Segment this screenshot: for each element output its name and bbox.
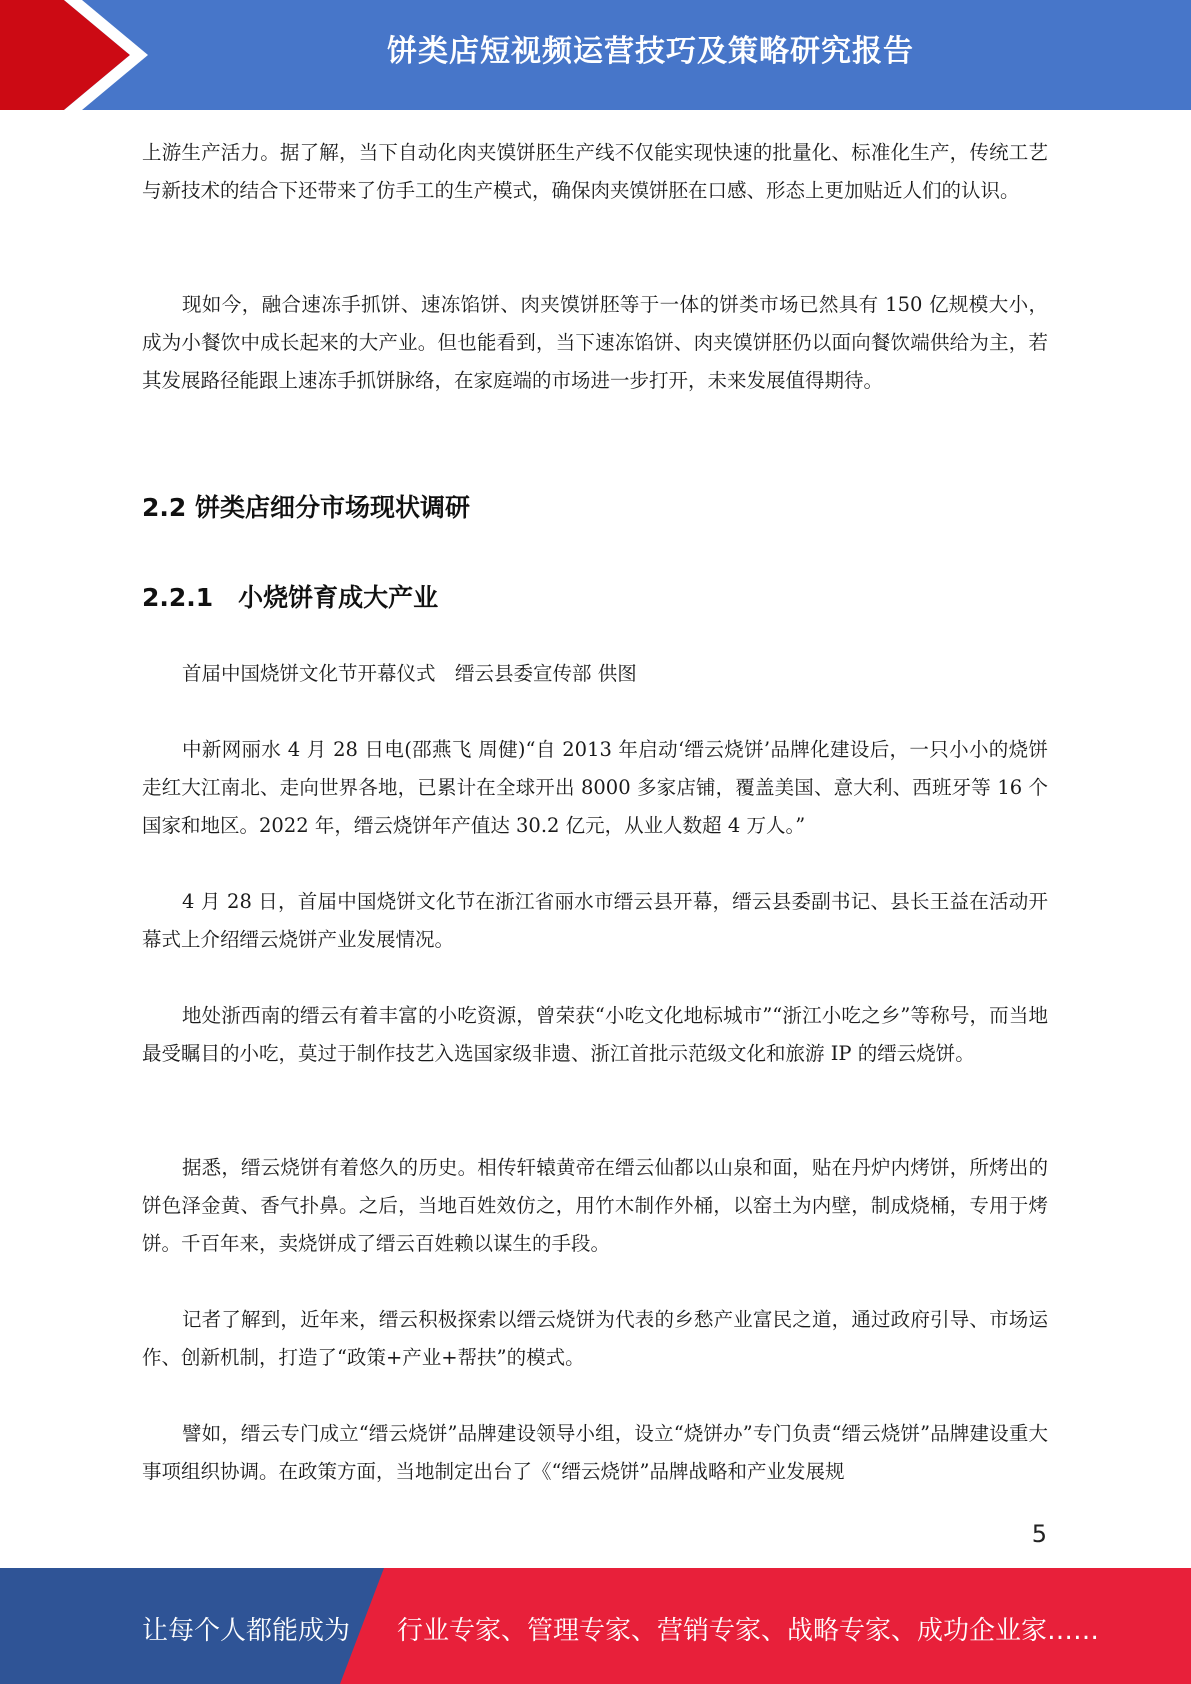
paragraph-block <box>142 1149 1048 1263</box>
paragraph-block <box>142 731 1048 845</box>
paragraph-continued <box>142 134 1048 210</box>
page-footer <box>0 1568 1191 1684</box>
paragraph: 譬如，缙云专门成立“缙云烧饼”品牌建设领导小组，设立“烧饼办”专门负责“缙云烧饼”品牌建设重大事项组织协调。在政策方面，当地制定出台了《“缙云烧饼”品牌战略和产业发展规 <box>142 1422 1048 1483</box>
paragraph: 中新网丽水 4 月 28 日电(邵燕飞 周健)“自 2013 年启动‘缙云烧饼’品牌化建设后，一只小小的烧饼走红大江南北、走向世界各地，已累计在全球开出 8000 多家店铺，覆盖美国、意大利、西班牙等 16 个国家和地区。2022 年，缙云烧饼年产值达 30.2 亿元，从业人数超 4 万人。” <box>142 738 1048 837</box>
paragraph: 记者了解到，近年来，缙云积极探索以缙云烧饼为代表的乡愁产业富民之道，通过政府引导、市场运作、创新机制，打造了“政策+产业+帮扶”的模式。 <box>142 1308 1048 1369</box>
paragraph: 地处浙西南的缙云有着丰富的小吃资源，曾荣获“小吃文化地标城市”“浙江小吃之乡”等称号，而当地最受瞩目的小吃，莫过于制作技艺入选国家级非遗、浙江首批示范级文化和旅游 IP 的缙云烧饼。 <box>142 1004 1048 1065</box>
paragraph: 4 月 28 日，首届中国烧饼文化节在浙江省丽水市缙云县开幕，缙云县委副书记、县长王益在活动开幕式上介绍缙云烧饼产业发展情况。 <box>142 890 1048 951</box>
paragraph: 上游生产活力。据了解，当下自动化肉夹馍饼胚生产线不仅能实现快速的批量化、标准化生产，传统工艺与新技术的结合下还带来了仿手工的生产模式，确保肉夹馍饼胚在口感、形态上更加贴近人们的认识。 <box>142 141 1048 202</box>
paragraph-block <box>142 883 1048 959</box>
paragraph-block <box>142 1415 1048 1491</box>
paragraph-block <box>142 997 1048 1073</box>
paragraph-block <box>142 1301 1048 1377</box>
section-heading: 2.2 饼类店细分市场现状调研 <box>142 493 470 522</box>
paragraph: 现如今，融合速冻手抓饼、速冻馅饼、肉夹馍饼胚等于一体的饼类市场已然具有 150 亿规模大小，成为小餐饮中成长起来的大产业。但也能看到，当下速冻馅饼、肉夹馍饼胚仍以面向餐饮端供给为主，若其发展路径能跟上速冻手抓饼脉络，在家庭端的市场进一步打开，未来发展值得期待。 <box>142 293 1048 392</box>
footer-slogan-left: 让每个人都能成为 <box>142 1616 351 1646</box>
report-title: 饼类店短视频运营技巧及策略研究报告 <box>387 34 914 69</box>
subsection-heading: 2.2.1 小烧饼育成大产业 <box>142 583 439 612</box>
paragraph-block <box>142 286 1048 400</box>
page-number: 5 <box>1031 1520 1047 1548</box>
footer-slogan-right: 行业专家、管理专家、营销专家、战略专家、成功企业家…… <box>397 1616 1100 1646</box>
page-header <box>0 0 1191 110</box>
image-caption: 首届中国烧饼文化节开幕仪式 缙云县委宣传部 供图 <box>182 662 637 685</box>
paragraph: 据悉，缙云烧饼有着悠久的历史。相传轩辕黄帝在缙云仙都以山泉和面，贴在丹炉内烤饼，所烤出的饼色泽金黄、香气扑鼻。之后，当地百姓效仿之，用竹木制作外桶，以窑土为内壁，制成烧桶，专用于烤饼。千百年来，卖烧饼成了缙云百姓赖以谋生的手段。 <box>142 1156 1048 1255</box>
